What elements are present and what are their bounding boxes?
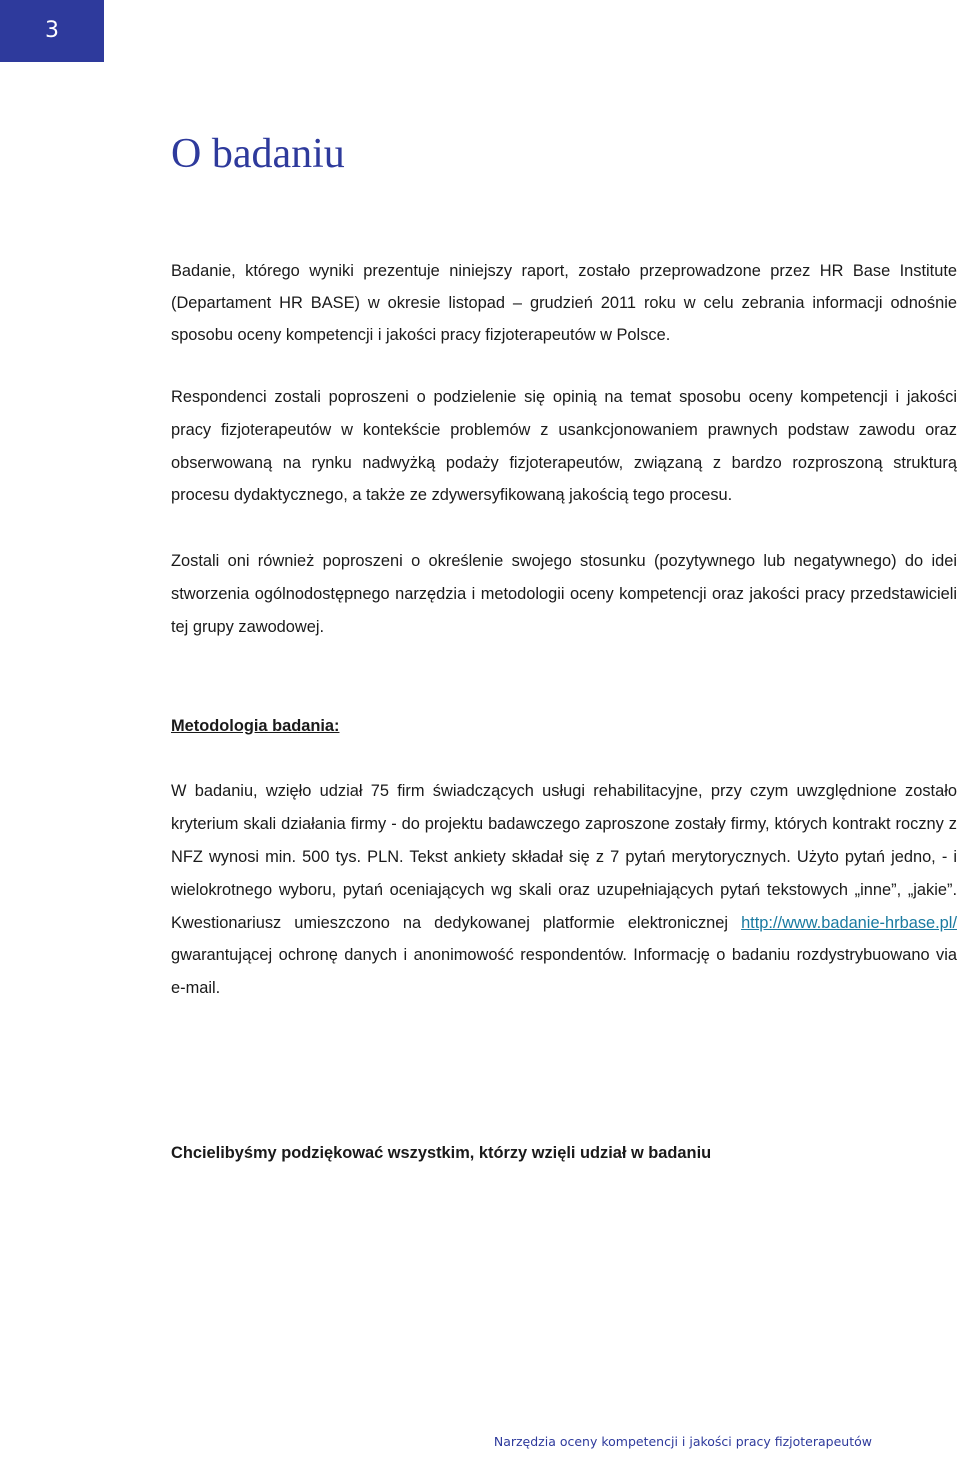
methodology-text-end: gwarantującej ochronę danych i anonimowość respondentów. Informację o badaniu rozdystrybuowano via e-mail. xyxy=(171,946,957,998)
attitude-paragraph: Zostali oni również poproszeni o określenie swojego stosunku (pozytywnego lub negatywnego) do idei stworzenia ogólnodostępnego narzędzia i metodologii oceny kompetencji oraz jakości pracy przedstawicieli tej grupy zawodowej. xyxy=(171,552,957,636)
respondents-paragraph: Respondenci zostali poproszeni o podzielenie się opinią na temat sposobu oceny kompetencji i jakości pracy fizjoterapeutów w kontekście problemów z usankcjonowaniem prawnych podstaw zawodu oraz obserwowaną na rynku nadwyżką podaży fizjoterapeutów, związaną z bardzo rozproszoną strukturą procesu dydaktycznego, a także ze zdywersyfikowaną jakością tego procesu. xyxy=(171,388,957,505)
intro-paragraph: Badanie, którego wyniki prezentuje niniejszy raport, zostało przeprowadzone przez HR Base Institute (Departament HR BASE) w okresie listopad – grudzień 2011 roku w celu zebrania informacji odnośnie sposobu oceny kompetencji i jakości pracy fizjoterapeutów w Polsce. xyxy=(171,262,957,344)
methodology-heading: Metodologia badania: xyxy=(171,716,340,735)
methodology-text-start: W badaniu, wzięło udział 75 firm świadczących usługi rehabilitacyjne, przy czym uwzględnione zostało kryterium skali działania firmy - do projektu badawczego zaproszone zostały firmy, których kontrakt roczny z NFZ wynosi min. 500 tys. PLN. Tekst ankiety składał się z 7 pytań merytorycznych. Użyto pytań jedno, - i wielokrotnego wyboru, pytań oceniających wg skali oraz uzupełniających pytań tekstowych „inne”, „jakie”. Kwestionariusz umieszczono na dedykowanej platformie elektronicznej xyxy=(171,782,957,932)
survey-link[interactable]: http://www.badanie-hrbase.pl/ xyxy=(741,913,957,932)
page-title: O badaniu xyxy=(171,131,345,177)
thanks-note: Chcielibyśmy podziękować wszystkim, którzy wzięli udział w badaniu xyxy=(171,1143,712,1162)
methodology-paragraph xyxy=(171,775,957,1005)
footer-text: Narzędzia oceny kompetencji i jakości pracy fizjoterapeutów xyxy=(493,1434,872,1449)
page-number: 3 xyxy=(0,0,104,62)
document-body xyxy=(171,255,957,1170)
